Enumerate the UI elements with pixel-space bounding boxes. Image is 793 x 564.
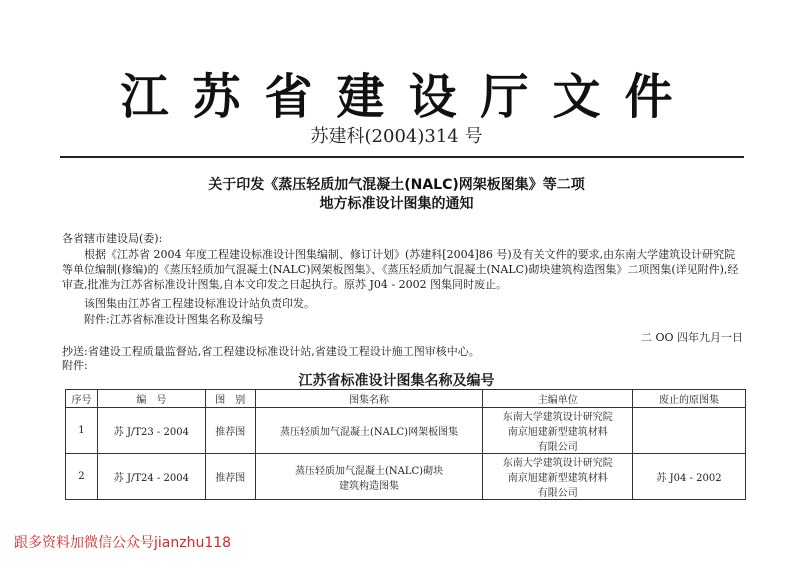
- header-category: 图 别: [205, 390, 255, 408]
- atlas-table: [65, 389, 746, 500]
- notice-title-line1: 关于印发《蒸压轻质加气混凝土(NALC)网架板图集》等二项: [208, 177, 585, 193]
- watermark-text: 跟多资料加微信公众号jianzhu118: [14, 535, 232, 551]
- cell-editor: 东南大学建筑设计研究院 南京旭建新型建筑材料 有限公司: [483, 408, 633, 454]
- cell-replaced: [633, 408, 746, 454]
- cell-editor: 东南大学建筑设计研究院 南京旭建新型建筑材料 有限公司: [483, 454, 633, 500]
- notice-paragraph-1: 根据《江苏省 2004 年度工程建设标准设计图集编制、修订计划》(苏建科[2004]86 号)及有关文件的要求,由东南大学建筑设计研究院等单位编制(修编)的《蒸压轻质加气混凝土(NALC)网架板图集》、《蒸压轻质加气混凝土(NALC)砌块建筑构造图集》二项图集(详见附件),经审查,批准为江苏省标准设计图集,自本文印发之日起执行。原苏 J04 - 2002 图集同时废止。: [62, 248, 739, 291]
- notice-title-line2: 地方标准设计图集的通知: [319, 196, 474, 212]
- document-masthead: 江苏省建设厅文件: [120, 69, 697, 125]
- cell-name: 蒸压轻质加气混凝土(NALC)网架板图集: [255, 408, 483, 454]
- document-number: 苏建科(2004)314 号: [310, 126, 483, 147]
- cell-category: 推荐图: [205, 454, 255, 500]
- header-editor: 主编单位: [483, 390, 633, 408]
- issue-date: 二 OO 四年九月一日: [640, 331, 743, 344]
- notice-paragraph-2: 该图集由江苏省工程建设标准设计站负责印发。: [84, 297, 315, 310]
- header-seq: 序号: [66, 390, 98, 408]
- header-replaced: 废止的原图集: [633, 390, 746, 408]
- cc-list: 抄送:省建设工程质量监督站,省工程建设标准设计站,省建设工程设计施工图审核中心。: [62, 345, 480, 358]
- header-divider: [60, 156, 744, 158]
- header-code: 编 号: [97, 390, 205, 408]
- header-name: 图集名称: [255, 390, 483, 408]
- table-header-row: [66, 390, 746, 408]
- salutation: 各省辖市建设局(委):: [62, 232, 163, 245]
- cell-code: 苏 J/T23 - 2004: [97, 408, 205, 454]
- cell-code: 苏 J/T24 - 2004: [97, 454, 205, 500]
- table-row: [66, 454, 746, 500]
- attachment-note: 附件:江苏省标准设计图集名称及编号: [84, 313, 264, 326]
- table-row: [66, 408, 746, 454]
- cell-seq: 2: [66, 454, 98, 500]
- attachment-label: 附件:: [62, 359, 88, 372]
- table-title: 江苏省标准设计图集名称及编号: [298, 373, 495, 389]
- cell-seq: 1: [66, 408, 98, 454]
- cell-replaced: 苏 J04 - 2002: [633, 454, 746, 500]
- cell-category: 推荐图: [205, 408, 255, 454]
- cell-name: 蒸压轻质加气混凝土(NALC)砌块 建筑构造图集: [255, 454, 483, 500]
